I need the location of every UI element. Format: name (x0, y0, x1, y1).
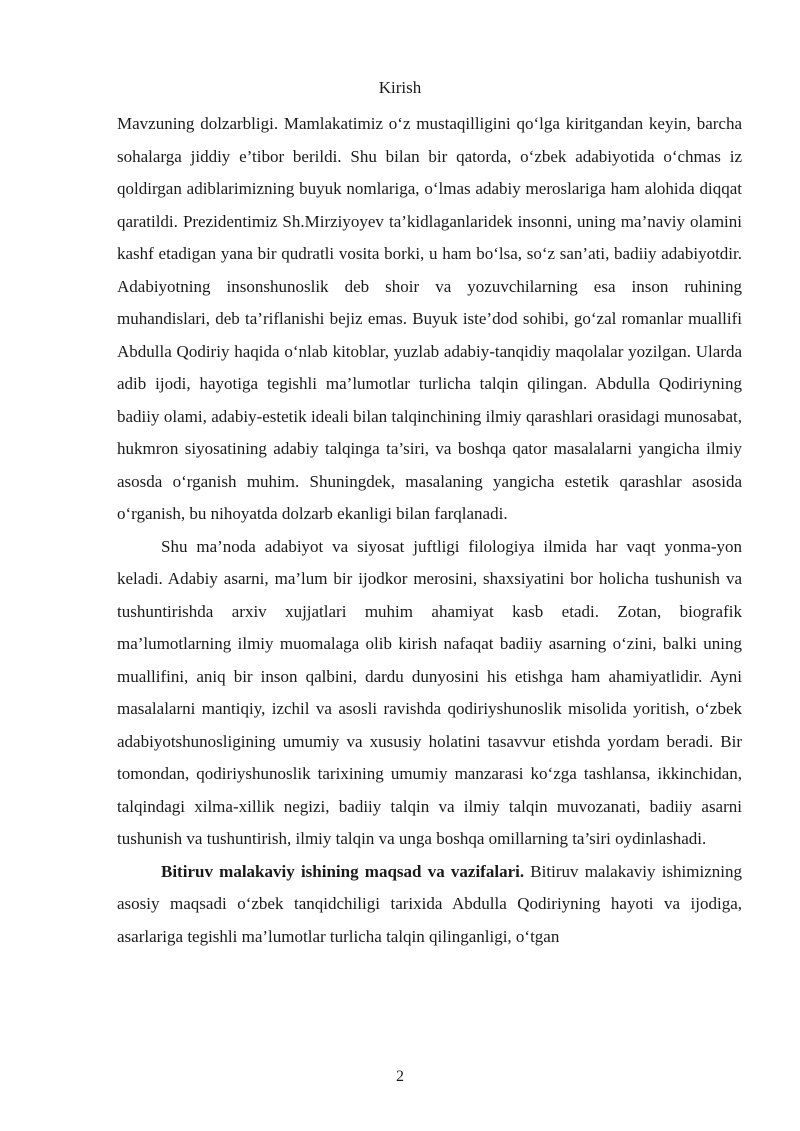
body-text (117, 108, 742, 953)
page-number: 2 (396, 1068, 404, 1085)
paragraph-goals (117, 856, 742, 954)
page-title: Kirish (378, 78, 422, 97)
paragraph-literature-politics: Shu ma’noda adabiyot va siyosat juftligi filologiya ilmida har vaqt yonma-yon keladi. Adabiy asarni, ma’lum bir ijodkor merosini, shaxsiyatini bor holicha tushunish va tushuntirishda arxiv xujjatlari muhim ahamiyat kasb etadi. Zotan, biografik ma’lumotlarning ilmiy muomalaga olib kirish nafaqat badiiy asarning o‘zini, balki uning muallifini, aniq bir inson qalbini, dardu dunyosini his etishga ham ahamiyatlidir. Ayni masalalarni mantiqiy, izchil va asosli ravishda qodiriyshunoslik misolida yoritish, o‘zbek adabiyotshunosligining umumiy va xususiy holatini tasavvur etishda yordam beradi. Bir tomondan, qodiriyshunoslik tarixining umumiy manzarasi ko‘zga tashlansa, ikkinchidan, talqindagi xilma-xillik negizi, badiiy talqin va ilmiy talqin muvozanati, badiiy asarni tushunish va tushuntirish, ilmiy talqin va unga boshqa omillarning ta’siri oydinlashadi. (117, 536, 742, 848)
paragraph-relevance: Mavzuning dolzarbligi. Mamlakatimiz o‘z mustaqilligini qo‘lga kiritgandan keyin, barcha sohalarga jiddiy e’tibor berildi. Shu bilan bir qatorda, o‘zbek adabiyotida o‘chmas iz qoldirgan adiblarimizning buyuk nomlariga, o‘lmas adabiy meroslariga ham alohida diqqat qaratildi. Prezidentimiz Sh.Mirziyoyev ta’kidlaganlaridek insonni, uning ma’naviy olamini kashf etadigan yana bir qudratli vosita borki, u ham bo‘lsa, so‘z san’ati, badiiy adabiyotdir. Adabiyotning insonshunoslik deb shoir va yozuvchilarning esa inson ruhining muhandislari, deb ta’riflanishi bejiz emas. Buyuk iste’dod sohibi, go‘zal romanlar muallifi Abdulla Qodiriy haqida o‘nlab kitoblar, yuzlab adabiy-tanqidiy maqolalar yozilgan. Ularda adib ijodi, hayotiga tegishli ma’lumotlar turlicha talqin qilingan. Abdulla Qodiriyning badiiy olami, adabiy-estetik ideali bilan talqinchining ilmiy qarashlari orasidagi munosabat, hukmron siyosatining adabiy talqinga ta’siri, va boshqa qator masalalarni yangicha ilmiy asosda o‘rganish muhim. Shuningdek, masalaning yangicha estetik qarashlar asosida o‘rganish, bu nihoyatda dolzarb ekanligi bilan farqlanadi. (117, 114, 742, 523)
paragraph-goals-text: Bitiruv malakaviy ishimizning asosiy maqsadi o‘zbek tanqidchiligi tarixida Abdulla Qodiriyning hayoti va ijodiga, asarlariga tegishli ma’lumotlar turlicha talqin qilinganligi, o‘tgan (117, 861, 742, 946)
paragraph-goals-heading: Bitiruv malakaviy ishining maqsad va vazifalari. (161, 861, 525, 881)
